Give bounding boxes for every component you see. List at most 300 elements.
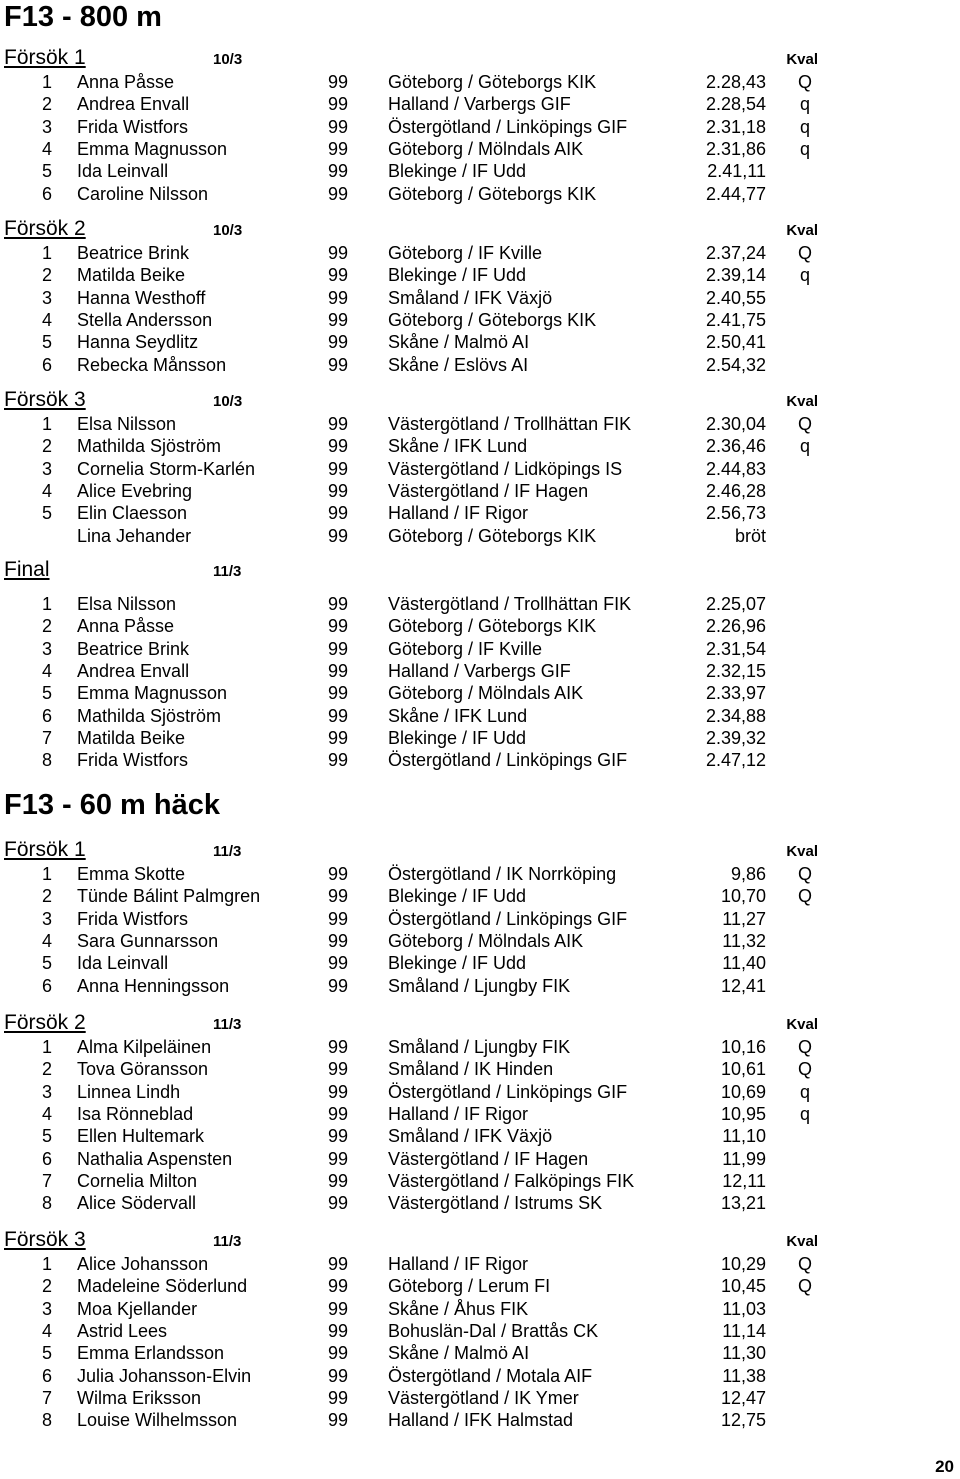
district-club: Skåne / Eslövs AI bbox=[388, 354, 529, 375]
birth-year: 99 bbox=[328, 139, 349, 160]
result-row bbox=[0, 93, 960, 115]
result-row bbox=[0, 1298, 960, 1320]
birth-year: 99 bbox=[328, 750, 349, 771]
district-club: Västergötland / Trollhättan FIK bbox=[388, 414, 632, 434]
result-time: 12,75 bbox=[720, 1410, 766, 1431]
result-row bbox=[0, 908, 960, 930]
birth-year: 99 bbox=[328, 1104, 349, 1125]
placing: 4 bbox=[41, 1321, 52, 1342]
result-row bbox=[0, 264, 960, 286]
district-club: Östergötland / Motala AIF bbox=[388, 1365, 593, 1386]
heat-title: Försök 1 bbox=[4, 46, 86, 69]
placing: 6 bbox=[41, 183, 52, 204]
result-row bbox=[0, 242, 960, 264]
result-time: 2.41,75 bbox=[705, 310, 766, 331]
athlete-name: Alice Södervall bbox=[77, 1193, 197, 1214]
page-number: 20 bbox=[935, 1457, 954, 1476]
birth-year: 99 bbox=[328, 1081, 349, 1102]
result-row bbox=[0, 413, 960, 435]
district-club: Skåne / IFK Lund bbox=[388, 705, 528, 726]
result-time: 2.40,55 bbox=[705, 287, 766, 308]
athlete-name: Nathalia Aspensten bbox=[77, 1148, 233, 1169]
district-club: Skåne / Malmö AI bbox=[388, 1343, 530, 1364]
result-row bbox=[0, 727, 960, 749]
result-row bbox=[0, 1387, 960, 1409]
birth-year: 99 bbox=[328, 1276, 349, 1297]
result-row bbox=[0, 1365, 960, 1387]
district-club: Göteborg / IF Kville bbox=[388, 243, 543, 263]
birth-year: 99 bbox=[328, 638, 349, 659]
placing: 1 bbox=[41, 1037, 52, 1057]
qualification-header: Kval bbox=[786, 1233, 818, 1250]
athlete-name: Rebecka Månsson bbox=[77, 354, 227, 375]
district-club: Östergötland / Linköpings GIF bbox=[388, 116, 628, 137]
placing: 1 bbox=[41, 864, 52, 884]
athlete-name: Linnea Lindh bbox=[77, 1081, 181, 1102]
qualification-mark: q bbox=[799, 94, 810, 115]
placing: 3 bbox=[41, 287, 52, 308]
result-time: 2.25,07 bbox=[705, 594, 766, 614]
result-time: 11,03 bbox=[722, 1298, 766, 1319]
athlete-name: Matilda Beike bbox=[77, 728, 186, 749]
result-row bbox=[0, 1192, 960, 1214]
placing: 2 bbox=[41, 94, 52, 115]
birth-year: 99 bbox=[328, 931, 349, 952]
athlete-name: Isa Rönneblad bbox=[77, 1104, 194, 1125]
result-row bbox=[0, 287, 960, 309]
athlete-name: Elsa Nilsson bbox=[77, 414, 177, 434]
placing: 1 bbox=[41, 1254, 52, 1274]
result-time: 10,61 bbox=[720, 1059, 766, 1080]
district-club: Östergötland / Linköpings GIF bbox=[388, 908, 628, 929]
athlete-name: Emma Erlandsson bbox=[77, 1343, 225, 1364]
heat-title: Final bbox=[4, 558, 50, 581]
result-row bbox=[0, 71, 960, 93]
birth-year: 99 bbox=[328, 116, 349, 137]
placing: 7 bbox=[41, 1388, 52, 1409]
birth-year: 99 bbox=[328, 1037, 349, 1057]
district-club: Småland / Ljungby FIK bbox=[388, 975, 571, 996]
district-club: Göteborg / Lerum FI bbox=[388, 1276, 551, 1297]
placing: 7 bbox=[41, 1171, 52, 1192]
athlete-name: Andrea Envall bbox=[77, 661, 190, 682]
qualification-mark: Q bbox=[797, 414, 812, 434]
result-time: 2.44,83 bbox=[705, 458, 766, 479]
result-time: 12,41 bbox=[720, 975, 766, 996]
placing: 3 bbox=[41, 1081, 52, 1102]
result-time: 12,47 bbox=[720, 1388, 766, 1409]
placing: 2 bbox=[41, 436, 52, 457]
qualification-mark: Q bbox=[797, 886, 812, 907]
birth-year: 99 bbox=[328, 1343, 349, 1364]
qualification-header: Kval bbox=[786, 843, 818, 860]
heat-title: Försök 3 bbox=[4, 1228, 86, 1251]
result-time: 2.28,54 bbox=[705, 94, 766, 115]
placing: 2 bbox=[41, 265, 52, 286]
result-time: 2.54,32 bbox=[705, 354, 766, 375]
result-row bbox=[0, 183, 960, 205]
result-row bbox=[0, 435, 960, 457]
birth-year: 99 bbox=[328, 616, 349, 637]
qualification-mark: q bbox=[799, 436, 810, 457]
placing: 4 bbox=[41, 481, 52, 502]
placing: 7 bbox=[41, 728, 52, 749]
district-club: Göteborg / Göteborgs KIK bbox=[388, 310, 597, 331]
placing: 6 bbox=[41, 1365, 52, 1386]
athlete-name: Frida Wistfors bbox=[77, 750, 189, 771]
result-row bbox=[0, 309, 960, 331]
birth-year: 99 bbox=[328, 332, 349, 353]
result-time: 11,30 bbox=[722, 1343, 766, 1364]
athlete-name: Alma Kilpeläinen bbox=[77, 1037, 212, 1057]
qualification-mark: Q bbox=[797, 1059, 812, 1080]
result-time: 2.36,46 bbox=[705, 436, 766, 457]
athlete-name: Cornelia Milton bbox=[77, 1171, 198, 1192]
result-row bbox=[0, 1036, 960, 1058]
result-row bbox=[0, 331, 960, 353]
result-row bbox=[0, 480, 960, 502]
birth-year: 99 bbox=[328, 94, 349, 115]
result-time: 2.37,24 bbox=[705, 243, 766, 263]
athlete-name: Beatrice Brink bbox=[77, 638, 190, 659]
result-time: 2.39,14 bbox=[705, 265, 766, 286]
district-club: Västergötland / Istrums SK bbox=[388, 1193, 603, 1214]
district-club: Skåne / Malmö AI bbox=[388, 332, 530, 353]
district-club: Halland / IF Rigor bbox=[388, 1104, 529, 1125]
placing: 1 bbox=[41, 243, 52, 263]
result-row bbox=[0, 593, 960, 615]
placing: 3 bbox=[41, 908, 52, 929]
heat-date: 11/3 bbox=[213, 563, 242, 580]
birth-year: 99 bbox=[328, 1059, 349, 1080]
result-row bbox=[0, 525, 960, 547]
heat-date: 11/3 bbox=[213, 1233, 242, 1250]
district-club: Västergötland / IF Hagen bbox=[388, 1148, 589, 1169]
athlete-name: Emma Magnusson bbox=[77, 139, 228, 160]
placing: 1 bbox=[41, 414, 52, 434]
result-time: 9,86 bbox=[730, 864, 766, 884]
birth-year: 99 bbox=[328, 683, 349, 704]
placing: 1 bbox=[41, 594, 52, 614]
qualification-mark: Q bbox=[797, 243, 812, 263]
district-club: Göteborg / Göteborgs KIK bbox=[388, 525, 597, 546]
birth-year: 99 bbox=[328, 975, 349, 996]
placing: 4 bbox=[41, 661, 52, 682]
athlete-name: Astrid Lees bbox=[77, 1321, 168, 1342]
result-row bbox=[0, 1409, 960, 1431]
result-row bbox=[0, 638, 960, 660]
qualification-mark: Q bbox=[797, 864, 812, 884]
result-row bbox=[0, 682, 960, 704]
qualification-mark: Q bbox=[797, 72, 812, 92]
result-time: 11,99 bbox=[722, 1148, 766, 1169]
result-time: 12,11 bbox=[722, 1171, 766, 1192]
result-time: 2.41,11 bbox=[707, 161, 766, 182]
district-club: Västergötland / IF Hagen bbox=[388, 481, 589, 502]
birth-year: 99 bbox=[328, 414, 349, 434]
athlete-name: Alice Johansson bbox=[77, 1254, 209, 1274]
athlete-name: Elsa Nilsson bbox=[77, 594, 177, 614]
athlete-name: Hanna Westhoff bbox=[77, 287, 206, 308]
athlete-name: Matilda Beike bbox=[77, 265, 186, 286]
heat-title: Försök 1 bbox=[4, 838, 86, 861]
result-row bbox=[0, 975, 960, 997]
birth-year: 99 bbox=[328, 1148, 349, 1169]
birth-year: 99 bbox=[328, 183, 349, 204]
district-club: Västergötland / Falköpings FIK bbox=[388, 1171, 635, 1192]
placing: 5 bbox=[41, 1126, 52, 1147]
birth-year: 99 bbox=[328, 1171, 349, 1192]
result-time: 10,70 bbox=[720, 886, 766, 907]
birth-year: 99 bbox=[328, 705, 349, 726]
result-row bbox=[0, 863, 960, 885]
athlete-name: Lina Jehander bbox=[77, 525, 192, 546]
placing: 3 bbox=[41, 638, 52, 659]
district-club: Blekinge / IF Udd bbox=[388, 953, 527, 974]
result-time: 11,14 bbox=[722, 1321, 766, 1342]
placing: 6 bbox=[41, 1148, 52, 1169]
placing: 1 bbox=[41, 72, 52, 92]
result-time: 2.39,32 bbox=[705, 728, 766, 749]
qualification-mark: Q bbox=[797, 1254, 812, 1274]
district-club: Östergötland / IK Norrköping bbox=[388, 864, 617, 884]
district-club: Småland / IFK Växjö bbox=[388, 1126, 553, 1147]
result-time: 2.50,41 bbox=[705, 332, 766, 353]
result-time: 10,45 bbox=[720, 1276, 766, 1297]
district-club: Göteborg / Göteborgs KIK bbox=[388, 183, 597, 204]
result-time: 11,10 bbox=[722, 1126, 766, 1147]
qualification-mark: q bbox=[799, 1104, 810, 1125]
district-club: Halland / Varbergs GIF bbox=[388, 94, 571, 115]
placing: 6 bbox=[41, 354, 52, 375]
district-club: Östergötland / Linköpings GIF bbox=[388, 1081, 628, 1102]
athlete-name: Ellen Hultemark bbox=[77, 1126, 205, 1147]
result-row bbox=[0, 1125, 960, 1147]
district-club: Halland / Varbergs GIF bbox=[388, 661, 571, 682]
birth-year: 99 bbox=[328, 1126, 349, 1147]
heat-date: 10/3 bbox=[213, 51, 243, 68]
placing: 4 bbox=[41, 1104, 52, 1125]
heat-date: 10/3 bbox=[213, 222, 243, 239]
placing: 6 bbox=[41, 975, 52, 996]
result-time: 10,95 bbox=[720, 1104, 766, 1125]
result-time: 11,40 bbox=[722, 953, 766, 974]
district-club: Östergötland / Linköpings GIF bbox=[388, 750, 628, 771]
result-row bbox=[0, 1170, 960, 1192]
placing: 4 bbox=[41, 310, 52, 331]
district-club: Halland / IF Rigor bbox=[388, 1254, 529, 1274]
birth-year: 99 bbox=[328, 458, 349, 479]
athlete-name: Emma Skotte bbox=[77, 864, 186, 884]
athlete-name: Frida Wistfors bbox=[77, 908, 189, 929]
placing: 8 bbox=[41, 750, 52, 771]
qualification-header: Kval bbox=[786, 51, 818, 68]
athlete-name: Julia Johansson-Elvin bbox=[77, 1365, 252, 1386]
athlete-name: Wilma Eriksson bbox=[77, 1388, 202, 1409]
result-time: 2.44,77 bbox=[705, 183, 766, 204]
placing: 2 bbox=[41, 886, 52, 907]
result-time: 2.31,86 bbox=[705, 139, 766, 160]
result-row bbox=[0, 749, 960, 771]
athlete-name: Caroline Nilsson bbox=[77, 183, 209, 204]
result-time: 2.34,88 bbox=[705, 705, 766, 726]
result-row bbox=[0, 660, 960, 682]
result-time: 2.31,18 bbox=[705, 116, 766, 137]
qualification-mark: q bbox=[799, 265, 810, 286]
result-row bbox=[0, 885, 960, 907]
result-time: 2.26,96 bbox=[705, 616, 766, 637]
district-club: Småland / IK Hinden bbox=[388, 1059, 554, 1080]
heat-date: 10/3 bbox=[213, 393, 243, 410]
athlete-name: Tova Göransson bbox=[77, 1059, 209, 1080]
result-row bbox=[0, 1320, 960, 1342]
result-time: 11,32 bbox=[722, 931, 766, 952]
heat-title: Försök 2 bbox=[4, 217, 86, 240]
birth-year: 99 bbox=[328, 661, 349, 682]
birth-year: 99 bbox=[328, 908, 349, 929]
birth-year: 99 bbox=[328, 1365, 349, 1386]
athlete-name: Anna Henningsson bbox=[77, 975, 230, 996]
birth-year: 99 bbox=[328, 728, 349, 749]
athlete-name: Louise Wilhelmsson bbox=[77, 1410, 238, 1431]
result-time: 2.28,43 bbox=[705, 72, 766, 92]
result-time: 2.32,15 bbox=[705, 661, 766, 682]
placing: 2 bbox=[41, 616, 52, 637]
result-row bbox=[0, 354, 960, 376]
placing: 5 bbox=[41, 161, 52, 182]
district-club: Halland / IFK Halmstad bbox=[388, 1410, 574, 1431]
birth-year: 99 bbox=[328, 354, 349, 375]
athlete-name: Ida Leinvall bbox=[77, 953, 169, 974]
athlete-name: Tünde Bálint Palmgren bbox=[77, 886, 261, 907]
event-title: F13 - 60 m häck bbox=[4, 789, 220, 821]
result-row bbox=[0, 1148, 960, 1170]
district-club: Bohuslän-Dal / Brattås CK bbox=[388, 1321, 599, 1342]
birth-year: 99 bbox=[328, 310, 349, 331]
birth-year: 99 bbox=[328, 436, 349, 457]
district-club: Blekinge / IF Udd bbox=[388, 161, 527, 182]
placing: 8 bbox=[41, 1193, 52, 1214]
athlete-name: Hanna Seydlitz bbox=[77, 332, 199, 353]
placing: 5 bbox=[41, 503, 52, 524]
birth-year: 99 bbox=[328, 1254, 349, 1274]
placing: 5 bbox=[41, 683, 52, 704]
birth-year: 99 bbox=[328, 594, 349, 614]
result-row bbox=[0, 1275, 960, 1297]
athlete-name: Stella Andersson bbox=[77, 310, 213, 331]
district-club: Västergötland / Trollhättan FIK bbox=[388, 594, 632, 614]
placing: 2 bbox=[41, 1276, 52, 1297]
district-club: Göteborg / Mölndals AIK bbox=[388, 931, 584, 952]
athlete-name: Andrea Envall bbox=[77, 94, 190, 115]
athlete-name: Sara Gunnarsson bbox=[77, 931, 219, 952]
heat-title: Försök 3 bbox=[4, 388, 86, 411]
result-time: 13,21 bbox=[720, 1193, 766, 1214]
qualification-mark: Q bbox=[797, 1276, 812, 1297]
result-row bbox=[0, 615, 960, 637]
district-club: Göteborg / Mölndals AIK bbox=[388, 683, 584, 704]
qualification-header: Kval bbox=[786, 222, 818, 239]
qualification-mark: q bbox=[799, 139, 810, 160]
athlete-name: Ida Leinvall bbox=[77, 161, 169, 182]
result-row bbox=[0, 705, 960, 727]
result-row bbox=[0, 930, 960, 952]
district-club: Halland / IF Rigor bbox=[388, 503, 529, 524]
heat-date: 11/3 bbox=[213, 843, 242, 860]
result-row bbox=[0, 952, 960, 974]
athlete-name: Beatrice Brink bbox=[77, 243, 190, 263]
heat-title: Försök 2 bbox=[4, 1011, 86, 1034]
placing: 4 bbox=[41, 931, 52, 952]
district-club: Skåne / IFK Lund bbox=[388, 436, 528, 457]
athlete-name: Madeleine Söderlund bbox=[77, 1276, 248, 1297]
placing: 3 bbox=[41, 1298, 52, 1319]
birth-year: 99 bbox=[328, 1298, 349, 1319]
result-row bbox=[0, 502, 960, 524]
district-club: Småland / Ljungby FIK bbox=[388, 1037, 571, 1057]
district-club: Västergötland / Lidköpings IS bbox=[388, 458, 623, 479]
birth-year: 99 bbox=[328, 1410, 349, 1431]
athlete-name: Emma Magnusson bbox=[77, 683, 228, 704]
district-club: Göteborg / Göteborgs KIK bbox=[388, 616, 597, 637]
result-time: 2.33,97 bbox=[705, 683, 766, 704]
result-time: 10,16 bbox=[720, 1037, 766, 1057]
result-row bbox=[0, 160, 960, 182]
result-row bbox=[0, 1081, 960, 1103]
athlete-name: Alice Evebring bbox=[77, 481, 193, 502]
heat-date: 11/3 bbox=[213, 1016, 242, 1033]
athlete-name: Frida Wistfors bbox=[77, 116, 189, 137]
district-club: Skåne / Åhus FIK bbox=[388, 1298, 529, 1319]
birth-year: 99 bbox=[328, 1388, 349, 1409]
athlete-name: Cornelia Storm-Karlén bbox=[77, 458, 256, 479]
birth-year: 99 bbox=[328, 265, 349, 286]
result-time: 11,38 bbox=[722, 1365, 766, 1386]
placing: 3 bbox=[41, 458, 52, 479]
result-time: 11,27 bbox=[722, 908, 766, 929]
qualification-mark: q bbox=[799, 1081, 810, 1102]
placing: 8 bbox=[41, 1410, 52, 1431]
result-time: bröt bbox=[734, 525, 766, 546]
athlete-name: Anna Påsse bbox=[77, 616, 175, 637]
qualification-header: Kval bbox=[786, 1016, 818, 1033]
result-row bbox=[0, 1342, 960, 1364]
result-row bbox=[0, 138, 960, 160]
birth-year: 99 bbox=[328, 886, 349, 907]
placing: 4 bbox=[41, 139, 52, 160]
placing: 5 bbox=[41, 953, 52, 974]
event-title: F13 - 800 m bbox=[4, 1, 162, 33]
birth-year: 99 bbox=[328, 503, 349, 524]
athlete-name: Moa Kjellander bbox=[77, 1298, 198, 1319]
district-club: Blekinge / IF Udd bbox=[388, 265, 527, 286]
birth-year: 99 bbox=[328, 161, 349, 182]
placing: 5 bbox=[41, 1343, 52, 1364]
result-time: 2.47,12 bbox=[705, 750, 766, 771]
result-time: 2.31,54 bbox=[705, 638, 766, 659]
birth-year: 99 bbox=[328, 287, 349, 308]
result-time: 2.46,28 bbox=[705, 481, 766, 502]
result-time: 2.30,04 bbox=[705, 414, 766, 434]
district-club: Göteborg / IF Kville bbox=[388, 638, 543, 659]
athlete-name: Anna Påsse bbox=[77, 72, 175, 92]
birth-year: 99 bbox=[328, 481, 349, 502]
district-club: Blekinge / IF Udd bbox=[388, 728, 527, 749]
district-club: Västergötland / IK Ymer bbox=[388, 1388, 579, 1409]
result-time: 10,29 bbox=[720, 1254, 766, 1274]
birth-year: 99 bbox=[328, 243, 349, 263]
birth-year: 99 bbox=[328, 525, 349, 546]
